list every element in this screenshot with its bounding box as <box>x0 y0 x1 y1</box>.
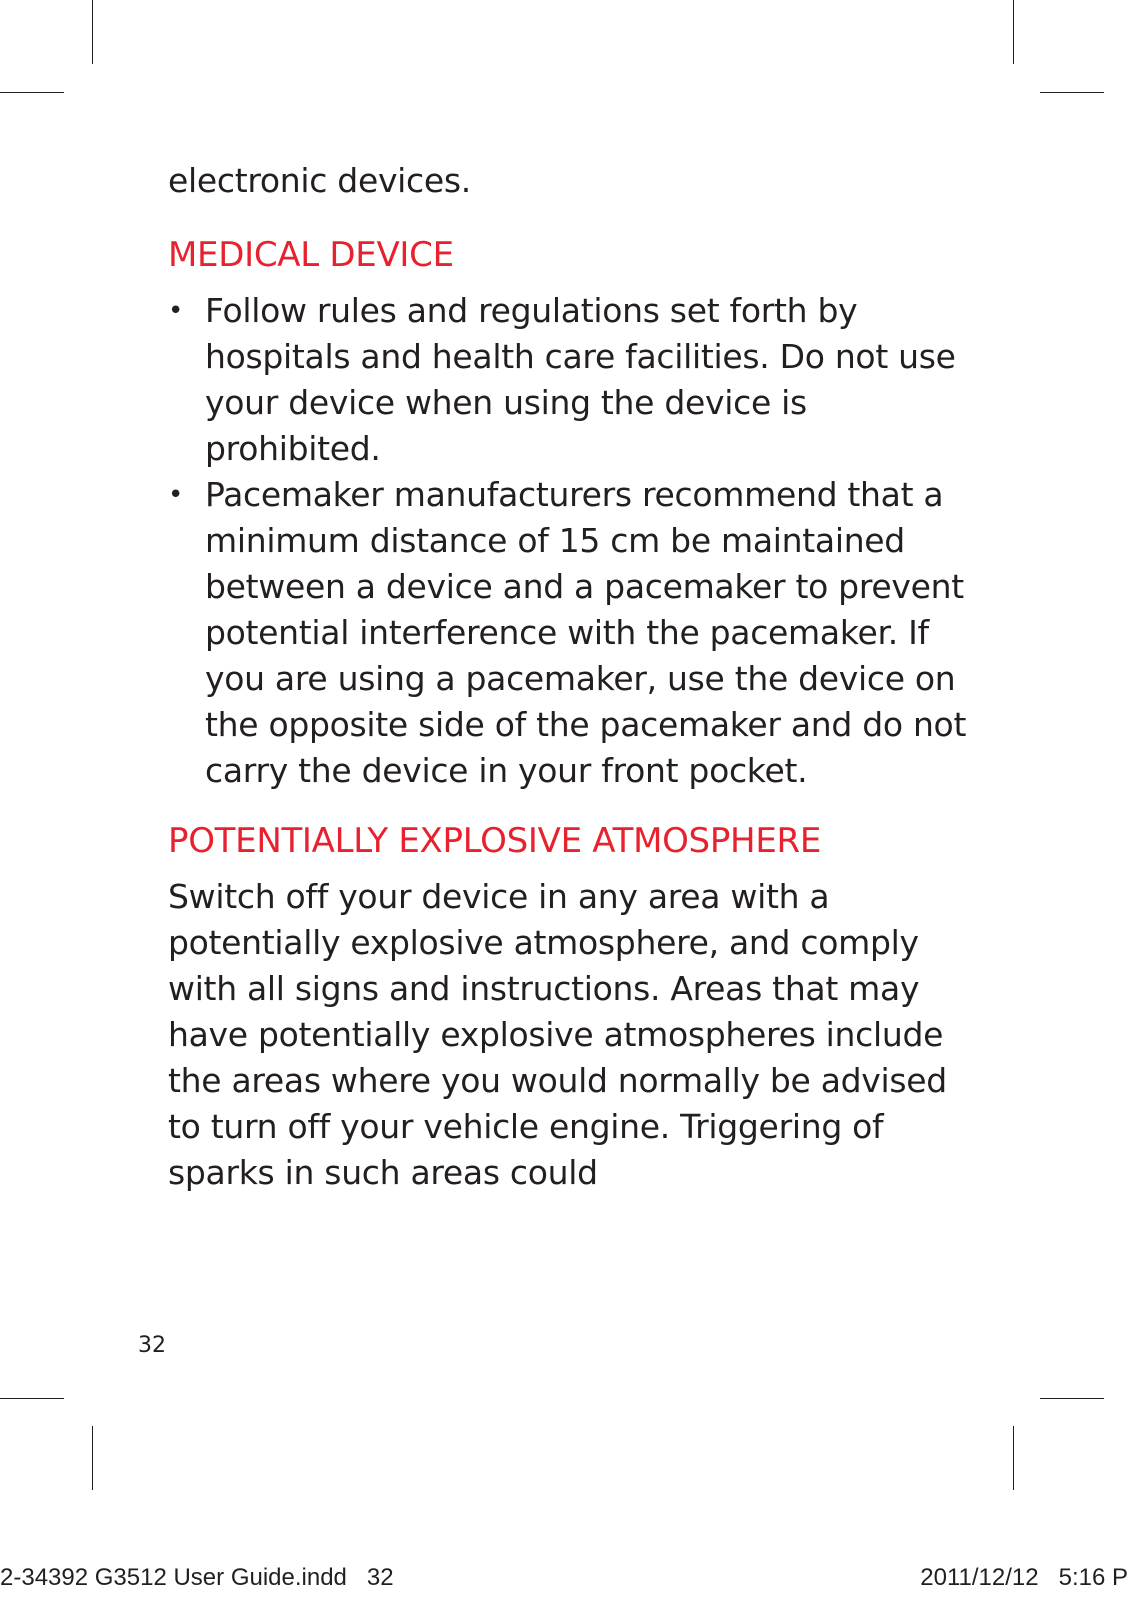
explosive-atmosphere-body: Switch off your device in any area with a potentially explosive atmosphere, and comply with all signs and instructions. Areas that may have potentially explosive atmospheres include the areas where you would normally be advised to turn off your vehicle engine. Triggering of sparks in such areas could <box>168 877 947 1192</box>
lead-text: electronic devices. <box>168 161 471 200</box>
bullet-icon: • <box>168 296 184 326</box>
crop-mark-top-left-horizontal <box>0 92 64 93</box>
page-content <box>168 158 968 1196</box>
crop-mark-bottom-right-horizontal <box>1040 1398 1104 1399</box>
list-item <box>168 472 968 794</box>
page-number: 32 <box>138 1333 166 1358</box>
crop-mark-bottom-left-horizontal <box>0 1398 64 1399</box>
crop-mark-bottom-right-vertical <box>1013 1426 1014 1490</box>
bullet-text: Follow rules and regulations set forth by hospitals and health care facilities. Do not use your device when using the device is prohibited. <box>205 291 956 468</box>
crop-mark-top-right-horizontal <box>1040 92 1104 93</box>
crop-mark-top-left-vertical <box>92 0 93 64</box>
bullet-icon: • <box>168 480 184 510</box>
slug-file-info: 2-34392 G3512 User Guide.indd 32 <box>0 1564 394 1591</box>
crop-mark-top-right-vertical <box>1013 0 1014 64</box>
crop-mark-bottom-left-vertical <box>92 1426 93 1490</box>
bullet-text: Pacemaker manufacturers recommend that a minimum distance of 15 cm be maintained between a device and a pacemaker to prevent potential interference with the pacemaker. If you are using a pacemaker, use the device on the opposite side of the pacemaker and do not carry the device in your front pocket. <box>205 475 967 790</box>
section-heading-explosive-atmosphere: POTENTIALLY EXPLOSIVE ATMOSPHERE <box>168 821 822 861</box>
slug-timestamp: 2011/12/12 5:16 P <box>920 1564 1128 1591</box>
list-item <box>168 288 968 472</box>
section-heading-medical-device: MEDICAL DEVICE <box>168 235 454 275</box>
medical-device-bullet-list <box>168 288 968 794</box>
